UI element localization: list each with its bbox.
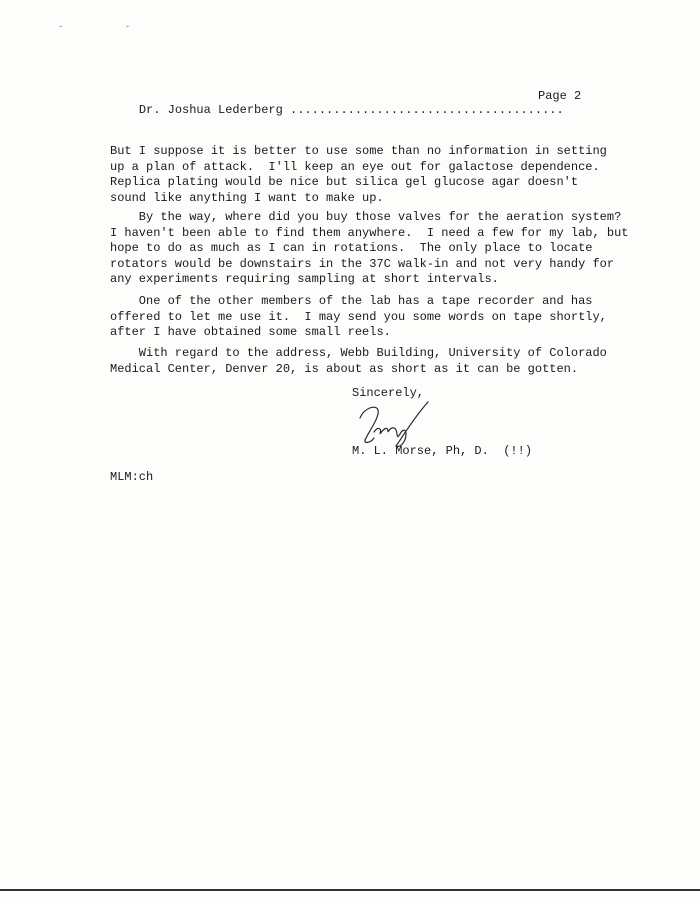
bottom-scan-edge — [0, 889, 700, 891]
paragraph-4: With regard to the address, Webb Building, University of Colorado Medical Center, Denver 20, is about as short as it can be gotten. — [110, 346, 607, 376]
paragraph-2: By the way, where did you buy those valves for the aeration system? I haven't been able to find them anywhere. I need a few for my lab, but hope to do as much as I can in rotations. The only place to locate rotators would be downstairs in the 37C walk-in and not very handy for any experiments requiring sampling at short intervals. — [110, 210, 629, 286]
paragraph-1: But I suppose it is better to use some than no information in setting up a plan of attack. I'll keep an eye out for galactose dependence. Replica plating would be nice but silica gel glucose agar doesn't sound like anything I want to make up. — [110, 144, 607, 205]
page-number: Page 2 — [538, 89, 582, 103]
handwritten-signature — [350, 400, 440, 450]
scan-specks: ‐ ‐ — [58, 22, 159, 32]
recipient-line: Dr. Joshua Lederberg ...................................... — [138, 103, 564, 117]
reference-initials: MLM:ch — [110, 470, 154, 484]
signer-name: M. L. Morse, Ph, D. (!!) — [352, 444, 533, 458]
page-header — [110, 89, 590, 145]
salutation: Sincerely, — [352, 386, 425, 400]
paragraph-3: One of the other members of the lab has a tape recorder and has offered to let me use it. I may send you some words on tape shortly, after I have obtained some small reels. — [110, 294, 607, 339]
